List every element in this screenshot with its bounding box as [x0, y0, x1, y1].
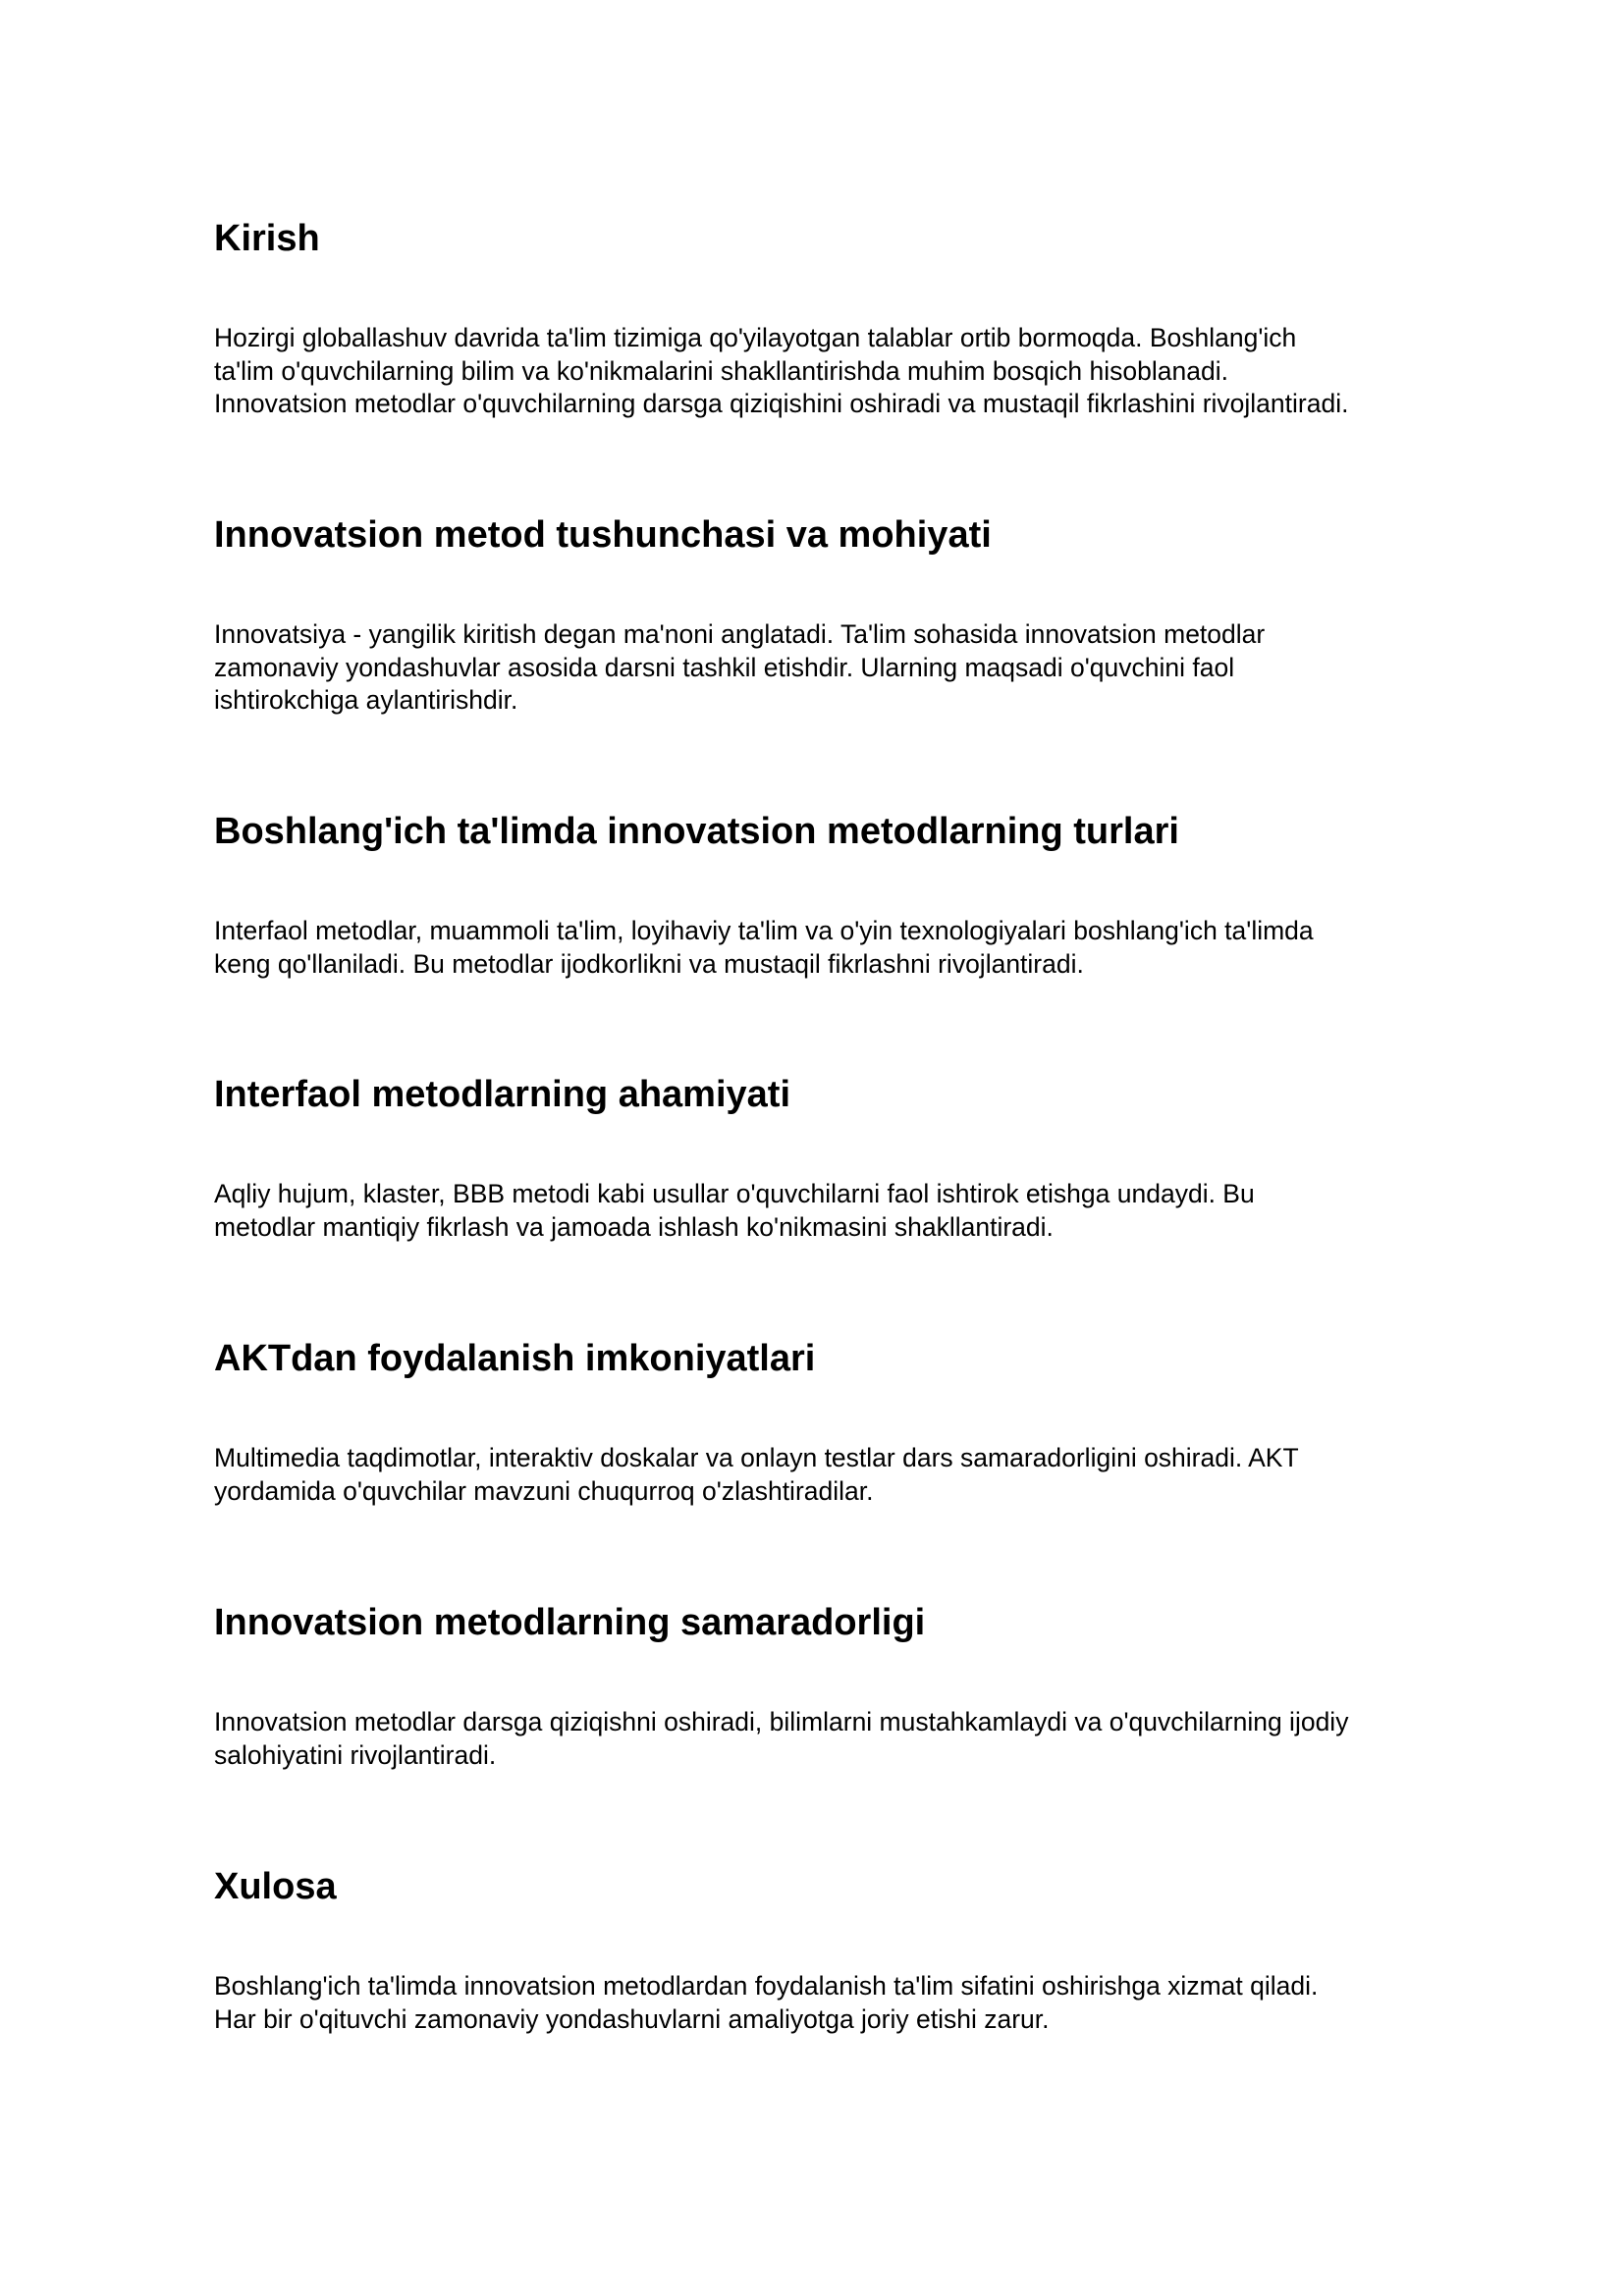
paragraph-line: Aqliy hujum, klaster, BBB metodi kabi usullar o'quvchilarni faol ishtirok etishga undaydi. Bu — [214, 1179, 1255, 1208]
section-heading: Interfaol metodlarning ahamiyati — [214, 1074, 790, 1115]
section-heading: Innovatsion metodlarning samaradorligi — [214, 1602, 926, 1643]
section-metodlar-turlari — [214, 809, 1422, 981]
section-samaradorlik — [214, 1600, 1422, 1772]
section-paragraph — [214, 915, 1422, 981]
section-paragraph — [214, 1178, 1422, 1244]
paragraph-line: yordamida o'quvchilar mavzuni chuqurroq o'zlashtiradilar. — [214, 1475, 874, 1506]
section-kirish — [214, 216, 1422, 421]
paragraph-line: zamonaviy yondashuvlar asosida darsni tashkil etishdir. Ularning maqsadi o'quvchini faol — [214, 652, 1235, 682]
section-xulosa — [214, 1864, 1422, 2036]
section-paragraph — [214, 322, 1422, 421]
paragraph-line: Boshlang'ich ta'limda innovatsion metodlardan foydalanish ta'lim sifatini oshirishga xizmat qiladi. — [214, 1971, 1319, 2001]
section-heading: Boshlang'ich ta'limda innovatsion metodlarning turlari — [214, 811, 1179, 852]
paragraph-line: salohiyatini rivojlantiradi. — [214, 1739, 497, 1770]
paragraph-line: Innovatsion metodlar o'quvchilarning darsga qiziqishini oshiradi va mustaqil fikrlashini rivojlantiradi. — [214, 389, 1349, 418]
paragraph-line: keng qo'llaniladi. Bu metodlar ijodkorlikni va mustaqil fikrlashni rivojlantiradi. — [214, 948, 1084, 979]
section-heading: AKTdan foydalanish imkoniyatlari — [214, 1338, 816, 1379]
paragraph-line: ta'lim o'quvchilarning bilim va ko'nikmalarini shakllantirishda muhim bosqich hisoblanadi. — [214, 355, 1228, 386]
section-paragraph — [214, 1706, 1422, 1772]
section-innovatsion-metod-tushunchasi — [214, 512, 1422, 718]
paragraph-line: Multimedia taqdimotlar, interaktiv doskalar va onlayn testlar dars samaradorligini oshiradi. AKT — [214, 1443, 1299, 1472]
section-paragraph — [214, 1970, 1422, 2036]
paragraph-line: Innovatsiya - yangilik kiritish degan ma'noni anglatadi. Ta'lim sohasida innovatsion metodlar — [214, 619, 1266, 649]
paragraph-line: Interfaol metodlar, muammoli ta'lim, loyihaviy ta'lim va o'yin texnologiyalari boshlang'ich ta'limda — [214, 916, 1314, 945]
section-heading: Xulosa — [214, 1866, 337, 1907]
section-interfaol-metodlar — [214, 1072, 1422, 1244]
section-akt-imkoniyatlari — [214, 1336, 1422, 1508]
section-paragraph — [214, 1442, 1422, 1508]
paragraph-line: Hozirgi globallashuv davrida ta'lim tizimiga qo'yilayotgan talablar ortib bormoqda. Boshlang'ich — [214, 323, 1297, 352]
paragraph-line: Har bir o'qituvchi zamonaviy yondashuvlarni amaliyotga joriy etishi zarur. — [214, 2003, 1050, 2034]
section-heading: Innovatsion metod tushunchasi va mohiyati — [214, 514, 992, 556]
section-paragraph — [214, 618, 1422, 718]
paragraph-line: metodlar mantiqiy fikrlash va jamoada ishlash ko'nikmasini shakllantiradi. — [214, 1211, 1054, 1242]
paragraph-line: Innovatsion metodlar darsga qiziqishni oshiradi, bilimlarni mustahkamlaydi va o'quvchilarning ijodiy — [214, 1707, 1349, 1736]
paragraph-line: ishtirokchiga aylantirishdir. — [214, 685, 518, 715]
section-heading: Kirish — [214, 218, 320, 259]
